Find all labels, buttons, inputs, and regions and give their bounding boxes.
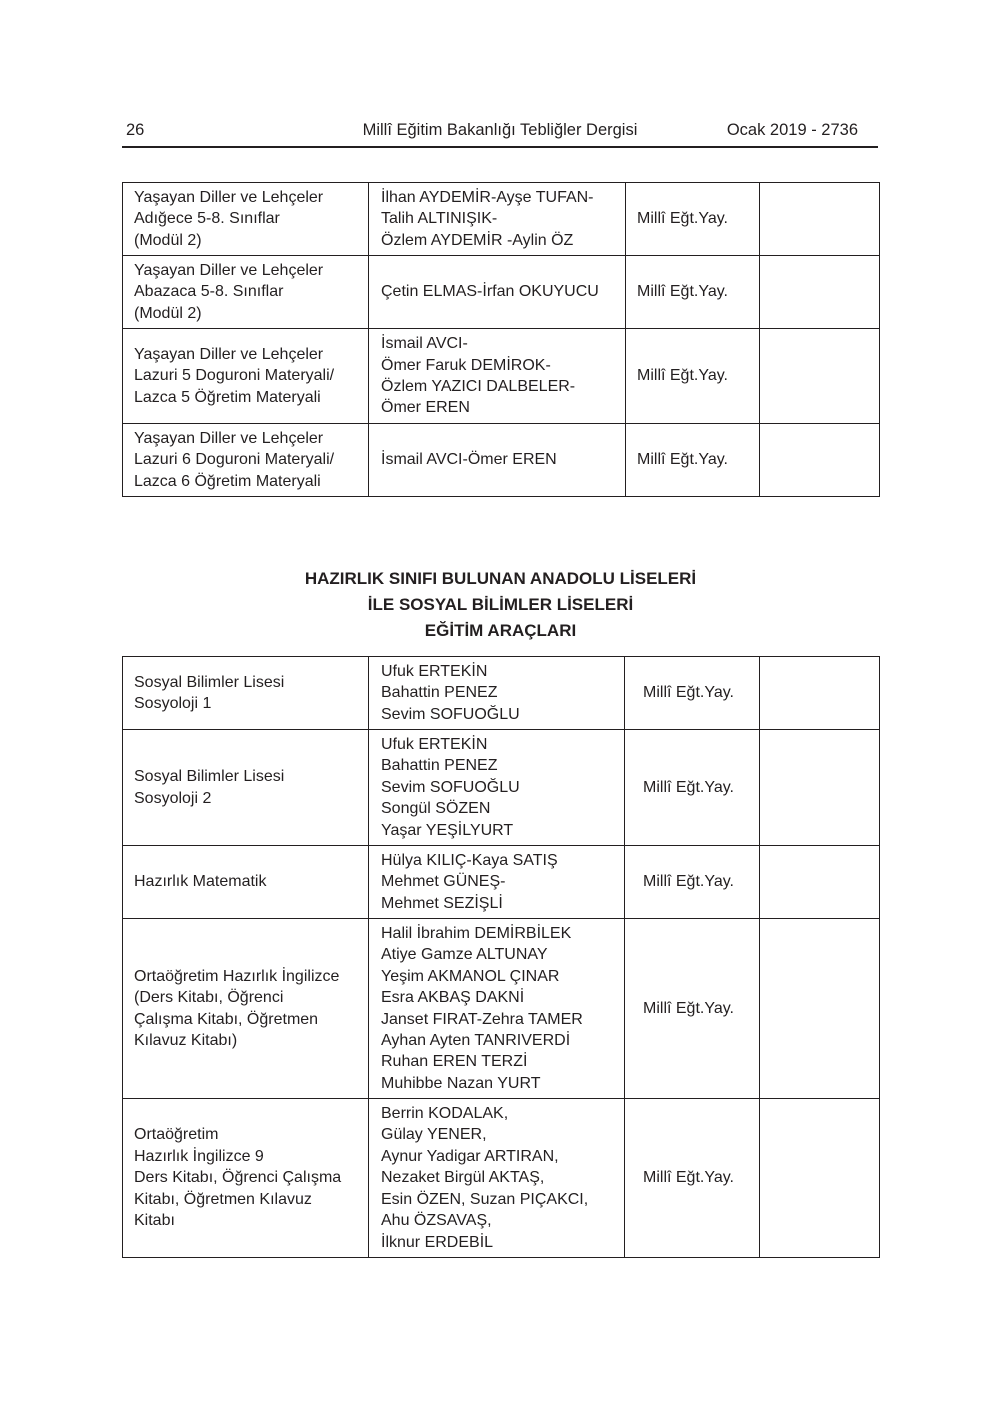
author-line: Ahu ÖZSAVAŞ, [381, 1212, 492, 1230]
page-header [122, 118, 878, 148]
author-line: Bahattin PENEZ [381, 757, 498, 775]
note-cell [760, 846, 880, 919]
book-title-line: Adığece 5-8. Sınıflar [134, 210, 280, 228]
author-line: Sevim SOFUOĞLU [381, 778, 520, 796]
authors-cell [369, 919, 625, 1099]
table-row [123, 846, 880, 919]
author-line: İlknur ERDEBİL [381, 1233, 494, 1251]
book-title-line: Yaşayan Diller ve Lehçeler [134, 345, 324, 363]
journal-title: Millî Eğitim Bakanlığı Tebliğler Dergisi [362, 121, 638, 139]
book-title-line: Lazuri 6 Doguroni Materyali/ [134, 451, 335, 469]
author-line: İsmail AVCI-Ömer EREN [381, 451, 557, 469]
book-title-line: (Modül 2) [134, 304, 202, 322]
note-cell [760, 256, 880, 329]
author-line: Ufuk ERTEKİN [381, 662, 488, 680]
publisher-cell: Millî Eğt.Yay. [626, 424, 760, 497]
book-title-line: Kitabı, Öğretmen Kılavuz [134, 1190, 312, 1208]
section-heading-line: EĞİTİM ARAÇLARI [424, 621, 577, 640]
author-line: Songül SÖZEN [381, 800, 491, 818]
publisher-cell: Millî Eğt.Yay. [625, 730, 760, 846]
authors-cell [369, 657, 625, 730]
author-line: Yaşar YEŞİLYURT [381, 821, 514, 839]
book-title-line: Ortaöğretim Hazırlık İngilizce [134, 967, 340, 985]
authors-cell [369, 329, 626, 424]
author-line: Aynur Yadigar ARTIRAN, [381, 1147, 559, 1165]
author-line: Gülay YENER, [381, 1126, 487, 1144]
note-cell [760, 919, 880, 1099]
author-line: Esra AKBAŞ DAKNİ [381, 989, 525, 1007]
book-title-line: Ortaöğretim [134, 1126, 219, 1144]
authors-cell [369, 183, 626, 256]
author-line: Berrin KODALAK, [381, 1105, 509, 1123]
textbook-table-2 [122, 656, 880, 1258]
note-cell [760, 730, 880, 846]
authors-cell [369, 846, 625, 919]
table-row [123, 183, 880, 256]
author-line: Ömer EREN [381, 399, 470, 417]
book-title-line: Sosyal Bilimler Lisesi [134, 768, 285, 786]
publisher-cell: Millî Eğt.Yay. [626, 183, 760, 256]
book-title-line: Kılavuz Kitabı) [134, 1031, 238, 1049]
book-title-cell [123, 846, 369, 919]
table-row [123, 1099, 880, 1258]
book-title-line: Sosyoloji 1 [134, 695, 212, 712]
book-title-line: Sosyal Bilimler Lisesi [134, 673, 285, 691]
book-title-cell [123, 730, 369, 846]
author-line: İsmail AVCI- [381, 335, 468, 353]
author-line: Çetin ELMAS-İrfan OKUYUCU [381, 283, 599, 301]
book-title-cell [123, 657, 369, 730]
author-line: Yeşim AKMANOL ÇINAR [381, 967, 560, 985]
table-row [123, 730, 880, 846]
book-title-line: Yaşayan Diller ve Lehçeler [134, 429, 324, 447]
page-number: 26 [126, 121, 145, 139]
table-row [123, 424, 880, 497]
author-line: Talih ALTINIŞIK- [381, 210, 498, 228]
section-heading-line: HAZIRLIK SINIFI BULUNAN ANADOLU LİSELERİ [304, 569, 697, 588]
textbook-table-1 [122, 182, 880, 497]
section-heading [122, 566, 879, 644]
book-title-line: Hazırlık İngilizce 9 [134, 1147, 264, 1165]
author-line: Janset FIRAT-Zehra TAMER [381, 1010, 583, 1028]
table-row [123, 919, 880, 1099]
authors-cell [369, 256, 626, 329]
author-line: Mehmet SEZİŞLİ [381, 894, 503, 912]
book-title-line: Yaşayan Diller ve Lehçeler [134, 261, 324, 279]
book-title-cell [123, 329, 369, 424]
author-line: Özlem AYDEMİR -Aylin ÖZ [381, 231, 574, 249]
book-title-cell [123, 919, 369, 1099]
publisher-cell: Millî Eğt.Yay. [626, 329, 760, 424]
book-title-line: Lazuri 5 Doguroni Materyali/ [134, 367, 335, 385]
book-title-line: Abazaca 5-8. Sınıflar [134, 283, 284, 301]
author-line: Ruhan EREN TERZİ [381, 1053, 528, 1071]
author-line: Özlem YAZICI DALBELER- [381, 378, 576, 395]
table-row [123, 329, 880, 424]
publisher-cell: Millî Eğt.Yay. [625, 657, 760, 730]
author-line: Mehmet GÜNEŞ- [381, 873, 506, 891]
authors-cell [369, 1099, 625, 1258]
author-line: Ayhan Ayten TANRIVERDİ [381, 1031, 571, 1049]
authors-cell [369, 730, 625, 846]
book-title-line: Kitabı [134, 1212, 175, 1230]
authors-cell [369, 424, 626, 497]
book-title-cell [123, 1099, 369, 1258]
issue-info: Ocak 2019 - 2736 [726, 121, 858, 139]
author-line: Sevim SOFUOĞLU [381, 705, 520, 723]
publisher-cell: Millî Eğt.Yay. [625, 846, 760, 919]
book-title-line: Yaşayan Diller ve Lehçeler [134, 188, 324, 206]
author-line: Hülya KILIÇ-Kaya SATIŞ [381, 851, 558, 869]
author-line: Muhibbe Nazan YURT [381, 1074, 541, 1092]
author-line: Ömer Faruk DEMİROK- [381, 356, 551, 374]
book-title-line: Lazca 5 Öğretim Materyali [134, 388, 321, 406]
book-title-line: (Modül 2) [134, 231, 202, 249]
publisher-cell: Millî Eğt.Yay. [626, 256, 760, 329]
publisher-cell: Millî Eğt.Yay. [625, 1099, 760, 1258]
author-line: Atiye Gamze ALTUNAY [381, 946, 548, 964]
author-line: Nezaket Birgül AKTAŞ, [381, 1169, 545, 1187]
note-cell [760, 329, 880, 424]
book-title-line: Lazca 6 Öğretim Materyali [134, 472, 321, 490]
author-line: İlhan AYDEMİR-Ayşe TUFAN- [381, 188, 594, 206]
note-cell [760, 1099, 880, 1258]
note-cell [760, 424, 880, 497]
table-row [123, 657, 880, 730]
note-cell [760, 657, 880, 730]
book-title-line: Ders Kitabı, Öğrenci Çalışma [134, 1169, 342, 1187]
author-line: Halil İbrahim DEMİRBİLEK [381, 924, 572, 942]
book-title-cell [123, 424, 369, 497]
section-heading-line: İLE SOSYAL BİLİMLER LİSELERİ [367, 595, 634, 614]
author-line: Ufuk ERTEKİN [381, 735, 488, 753]
book-title-line: Sosyoloji 2 [134, 789, 212, 807]
table-row [123, 256, 880, 329]
publisher-cell: Millî Eğt.Yay. [625, 919, 760, 1099]
author-line: Esin ÖZEN, Suzan PIÇAKCI, [381, 1190, 589, 1208]
book-title-line: Hazırlık Matematik [134, 873, 267, 891]
book-title-cell [123, 256, 369, 329]
book-title-line: (Ders Kitabı, Öğrenci [134, 989, 284, 1007]
note-cell [760, 183, 880, 256]
book-title-cell [123, 183, 369, 256]
author-line: Bahattin PENEZ [381, 684, 498, 702]
book-title-line: Çalışma Kitabı, Öğretmen [134, 1010, 319, 1028]
